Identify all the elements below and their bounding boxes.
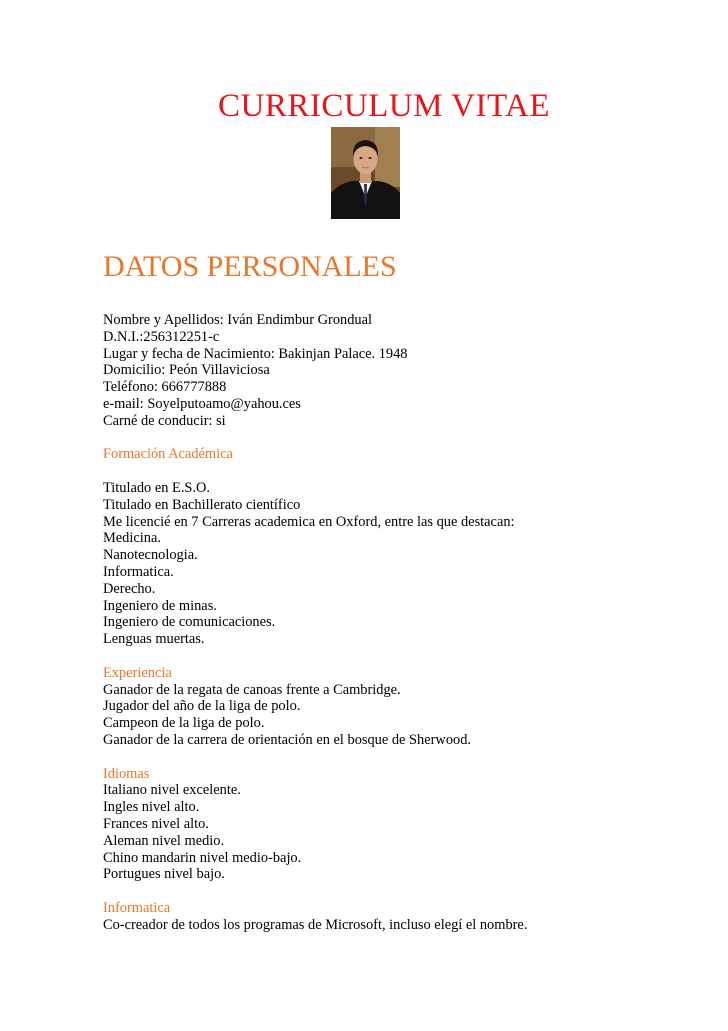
list-item: Nanotecnologia. (103, 547, 198, 564)
list-item: Chino mandarin nivel medio-bajo. (103, 849, 302, 866)
list-item: Italiano nivel excelente. (103, 782, 241, 799)
list-item: Me licencié en 7 Carreras academica en Oxford, entre las que destacan: (103, 513, 515, 530)
heading-formacion: Formación Académica (103, 446, 233, 463)
personal-email: e-mail: Soyelputoamo@yahou.ces (103, 395, 301, 412)
list-item: Aleman nivel medio. (103, 832, 225, 849)
list-item: Derecho. (103, 580, 156, 597)
list-item: Ganador de la carrera de orientación en el bosque de Sherwood. (103, 731, 472, 748)
section-title-datos-personales: DATOS PERSONALES (103, 250, 397, 283)
heading-idiomas: Idiomas (103, 765, 150, 782)
personal-dni: D.N.I.:256312251-c (103, 328, 220, 345)
portrait-image (331, 127, 400, 219)
personal-data-block (103, 312, 527, 933)
document-title: CURRICULUM VITAE (217, 88, 550, 124)
personal-birth: Lugar y fecha de Nacimiento: Bakinjan Palace. 1948 (103, 345, 408, 362)
list-item: Co-creador de todos los programas de Microsoft, incluso elegí el nombre. (103, 916, 528, 933)
list-item: Medicina. (103, 530, 161, 547)
list-item: Informatica. (103, 563, 174, 580)
list-item: Ingeniero de minas. (103, 597, 217, 614)
list-item: Lenguas muertas. (103, 631, 205, 648)
list-item: Jugador del año de la liga de polo. (103, 698, 301, 715)
list-item: Portugues nivel bajo. (103, 866, 225, 883)
list-item: Titulado en Bachillerato científico (103, 496, 301, 513)
heading-informatica: Informatica (103, 899, 171, 916)
profile-photo (331, 127, 400, 219)
list-item: Ingeniero de comunicaciones. (103, 614, 276, 631)
personal-name: Nombre y Apellidos: Iván Endimbur Grondual (103, 312, 372, 328)
list-item: Titulado en E.S.O. (103, 479, 211, 496)
list-item: Campeon de la liga de polo. (103, 715, 265, 732)
personal-license: Carné de conducir: si (103, 412, 226, 429)
heading-experiencia: Experiencia (103, 664, 172, 681)
personal-address: Domicilio: Peón Villaviciosa (103, 362, 270, 379)
list-item: Ganador de la regata de canoas frente a Cambridge. (103, 681, 401, 698)
list-item: Frances nivel alto. (103, 815, 209, 832)
list-item: Ingles nivel alto. (103, 799, 200, 816)
personal-phone: Teléfono: 666777888 (103, 379, 227, 396)
